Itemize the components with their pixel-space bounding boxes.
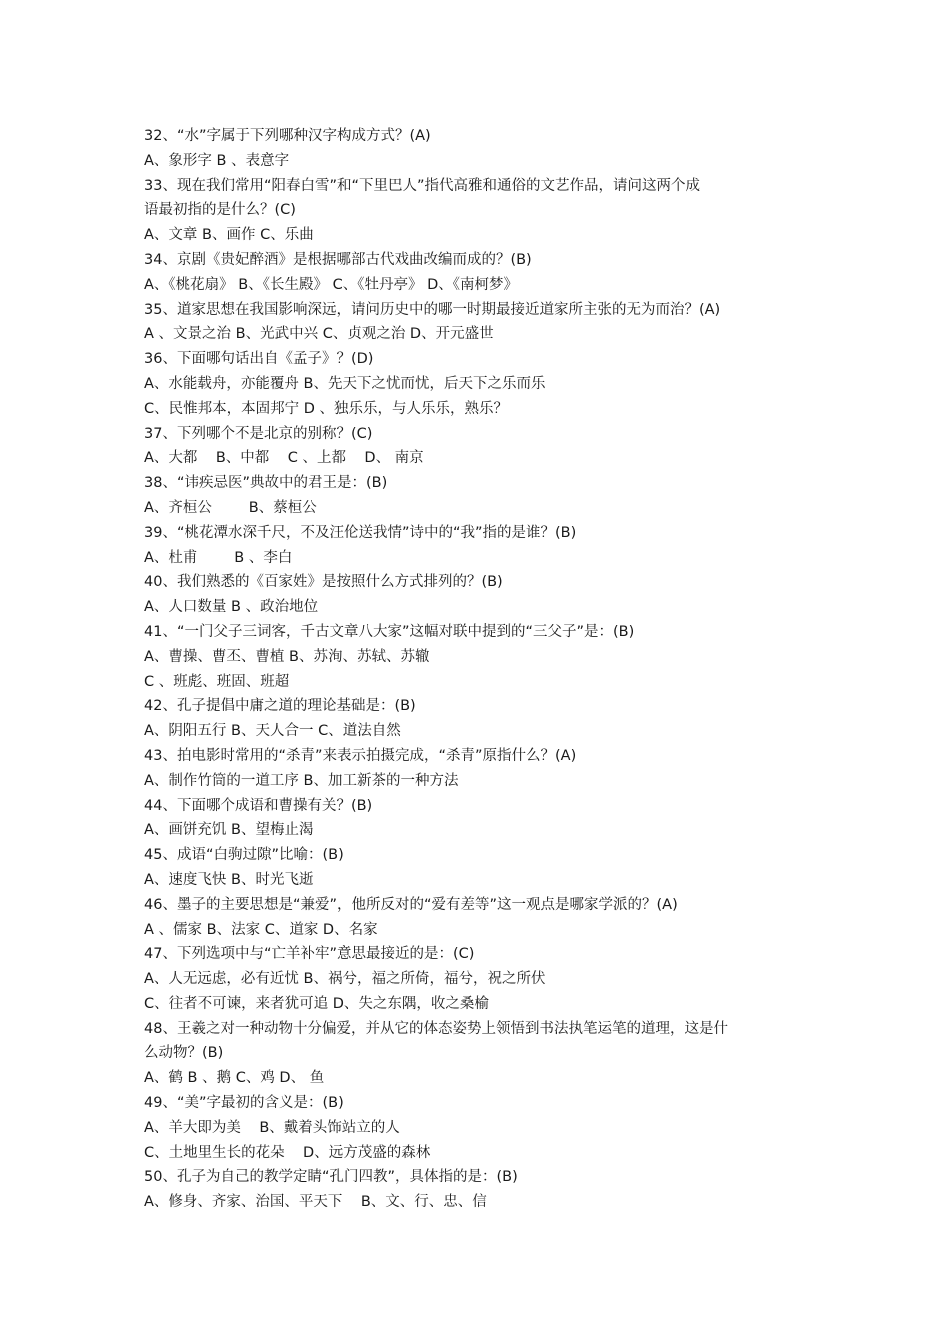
question-35-title: 35、道家思想在我国影响深远，请问历史中的哪一时期最接近道家所主张的无为而治？(A)	[144, 301, 721, 318]
question-41-options-line-1: A、曹操、曹丕、曹植 B、苏洵、苏轼、苏辙	[144, 648, 430, 665]
question-36-title: 36、下面哪句话出自《孟子》？(D)	[144, 351, 374, 368]
question-47-options-line-1: A、人无远虑，必有近忧 B、祸兮，福之所倚，福兮，祝之所伏	[144, 971, 546, 988]
question-32-title: 32、“水”字属于下列哪种汉字构成方式？(A)	[144, 128, 431, 144]
question-45-title: 45、成语“白驹过隙”比喻：(B)	[144, 847, 344, 864]
question-35-options: A 、文景之治 B、光武中兴 C、贞观之治 D、开元盛世	[144, 326, 494, 343]
question-36-options-line-1: A、水能载舟，亦能覆舟 B、先天下之忧而忧，后天下之乐而乐	[144, 375, 546, 392]
question-48-options: A、鹤 B 、鹅 C、鸡 D、 鱼	[144, 1070, 325, 1087]
question-34-options: A、《桃花扇》 B、《长生殿》 C、《牡丹亭》 D、《南柯梦》	[144, 276, 518, 293]
question-40-options: A、人口数量 B 、政治地位	[144, 599, 319, 616]
question-39-title: 39、“桃花潭水深千尺，不及汪伦送我情”诗中的“我”指的是谁？(B)	[144, 524, 577, 541]
question-50-title: 50、孔子为自己的教学定睛“孔门四教”，具体指的是：(B)	[144, 1169, 518, 1186]
question-42-title: 42、孔子提倡中庸之道的理论基础是：(B)	[144, 698, 416, 715]
question-44-options: A、画饼充饥 B、望梅止渴	[144, 822, 314, 839]
question-39-options: A、杜甫 B 、李白	[144, 549, 293, 566]
question-41-title: 41、“一门父子三词客，千古文章八大家”这幅对联中提到的“三父子”是：(B)	[144, 623, 635, 640]
question-45-options: A、速度飞快 B、时光飞逝	[144, 871, 314, 888]
question-34-title: 34、京剧《贵妃醉酒》是根据哪部古代戏曲改编而成的？(B)	[144, 251, 532, 268]
document-page	[144, 124, 824, 1215]
question-49-options-line-1: A、羊大即为美 B、戴着头饰站立的人	[144, 1119, 400, 1136]
question-47-options-line-2: C、往者不可谏，来者犹可追 D、失之东隅，收之桑榆	[144, 995, 489, 1012]
question-44-title: 44、下面哪个成语和曹操有关？(B)	[144, 797, 373, 814]
question-50-options: A、修身、齐家、治国、平天下 B、文、行、忠、信	[144, 1194, 487, 1211]
question-49-options-line-2: C、土地里生长的花朵 D、远方茂盛的森林	[144, 1144, 431, 1161]
question-33-options: A、文章 B、画作 C、乐曲	[144, 227, 314, 244]
question-33-title: 33、现在我们常用“阳春白雪”和“下里巴人”指代高雅和通俗的文艺作品，请问这两个成	[144, 177, 700, 194]
question-49-title: 49、“美”字最初的含义是：(B)	[144, 1095, 344, 1112]
question-41-options-line-2: C 、班彪、班固、班超	[144, 673, 290, 690]
question-37-options: A、大都 B、中都 C 、上都 D、 南京	[144, 450, 424, 467]
question-33-title-continued: 语最初指的是什么？(C)	[144, 202, 296, 219]
question-38-title: 38、“讳疾忌医”典故中的君王是：(B)	[144, 475, 388, 492]
question-40-title: 40、我们熟悉的《百家姓》是按照什么方式排列的？(B)	[144, 574, 503, 591]
question-36-options-line-2: C、民惟邦本，本固邦宁 D 、独乐乐，与人乐乐，熟乐？	[144, 400, 509, 417]
question-37-title: 37、下列哪个不是北京的别称？(C)	[144, 425, 373, 442]
question-43-options: A、制作竹筒的一道工序 B、加工新茶的一种方法	[144, 772, 459, 789]
question-32-options: A、象形字 B 、表意字	[144, 152, 290, 169]
question-38-options: A、齐桓公 B、蔡桓公	[144, 499, 317, 516]
question-46-title: 46、墨子的主要思想是“兼爱”，他所反对的“爱有差等”这一观点是哪家学派的？(A)	[144, 896, 678, 913]
question-47-title: 47、下列选项中与“亡羊补牢”意思最接近的是：(C)	[144, 946, 475, 963]
question-48-title: 48、王羲之对一种动物十分偏爱，并从它的体态姿势上领悟到书法执笔运笔的道理，这是什	[144, 1020, 728, 1037]
question-43-title: 43、拍电影时常用的“杀青”来表示拍摄完成，“杀青”原指什么？(A)	[144, 747, 577, 764]
question-46-options: A 、儒家 B、法家 C、道家 D、名家	[144, 921, 378, 938]
question-42-options: A、阴阳五行 B、天人合一 C、道法自然	[144, 723, 401, 740]
question-48-title-continued: 么动物？(B)	[144, 1045, 224, 1062]
